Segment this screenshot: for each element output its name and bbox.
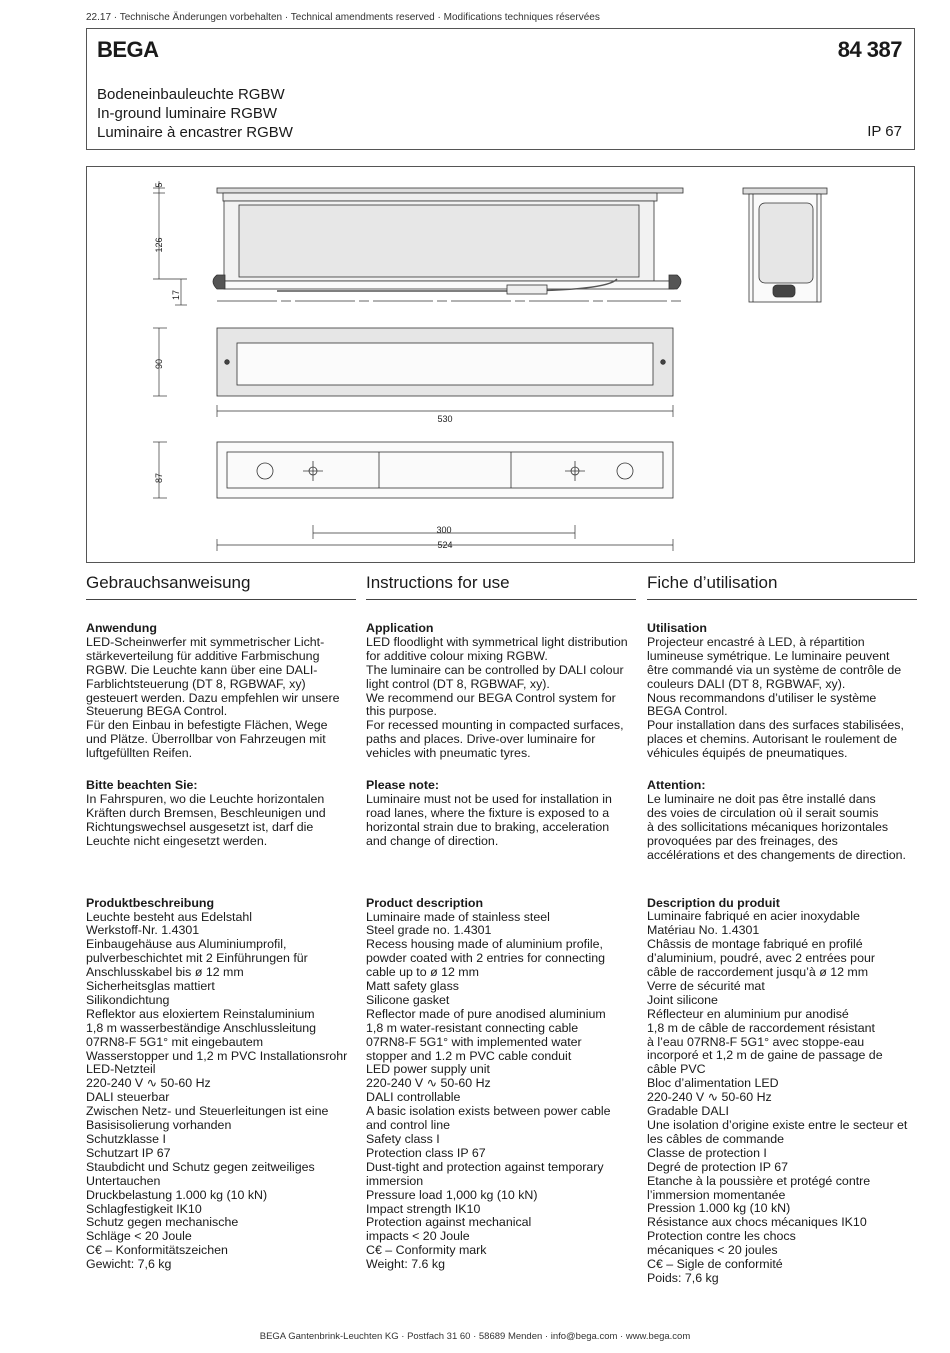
text-line: 220-240 V ∿ 50-60 Hz — [647, 1090, 772, 1105]
text-line: provoquées par des freinages, des — [647, 833, 838, 848]
text-line: LED floodlight with symmetrical light distribution — [366, 634, 628, 649]
text-line: LED-Netzteil — [86, 1062, 156, 1077]
text-line: Kräften durch Bremsen, Beschleunigen und — [86, 805, 326, 820]
text-line: immersion — [366, 1173, 424, 1188]
dim-300: 300 — [436, 525, 452, 535]
text-line: RGBW. Die Leuchte kann über eine DALI- — [86, 662, 318, 677]
dim-5: 5 — [154, 182, 164, 188]
section-product-description — [86, 897, 356, 1272]
text-line: LED power supply unit — [366, 1062, 490, 1077]
article-number: 84 387 — [837, 37, 902, 62]
text-line: 07RN8-F 5G1° mit eingebautem — [86, 1034, 264, 1049]
text-line: Châssis de montage fabriqué en profilé — [647, 937, 863, 952]
text-line: Silikondichtung — [86, 992, 170, 1007]
text-line: Pressure load 1,000 kg (10 kN) — [366, 1187, 538, 1202]
text-line: We recommend our BEGA Control system for — [366, 690, 616, 705]
text-line: Werkstoff-Nr. 1.4301 — [86, 923, 200, 938]
text-line: places et chemins. Autorisant le roulement de — [647, 732, 898, 747]
text-line: DALI steuerbar — [86, 1090, 170, 1105]
text-line: Silicone gasket — [366, 992, 450, 1007]
column-de — [86, 572, 356, 1272]
product-name-en: In-ground luminaire RGBW — [97, 105, 278, 122]
text-line: Safety class I — [366, 1132, 440, 1146]
text-line: Einbaugehäuse aus Aluminiumprofil, — [86, 937, 287, 952]
text-line: Degré de protection IP 67 — [647, 1159, 788, 1174]
text-line: 1,8 m de câble de raccordement résistant — [647, 1020, 875, 1035]
text-line: BEGA Control. — [647, 704, 728, 719]
text-line: DALI controllable — [366, 1090, 461, 1105]
text-line: Steuerung BEGA Control. — [86, 704, 228, 719]
text-line: Leuchte besteht aus Edelstahl — [86, 909, 253, 924]
text-line: Une isolation d’origine existe entre le secteur et — [647, 1118, 908, 1132]
text-line: Basisisolierung vorhanden — [86, 1118, 232, 1133]
text-line: paths and places. Drive-over luminaire for — [366, 732, 596, 747]
text-line: Protection against mechanical — [366, 1215, 532, 1230]
text-line: Schläge < 20 Joule — [86, 1229, 192, 1244]
footer-address: BEGA Gantenbrink-Leuchten KG · Postfach 31 60 · 58689 Menden · info@bega.com · www.bega.com — [259, 1331, 691, 1342]
side-view — [213, 188, 683, 301]
text-line: Protection contre les chocs — [647, 1229, 796, 1244]
text-line: Classe de protection I — [647, 1145, 767, 1160]
section-note — [86, 779, 356, 849]
text-line: câble PVC — [647, 1062, 706, 1077]
text-line: Reflektor aus eloxiertem Reinstaluminium — [86, 1006, 315, 1021]
text-line: des voies de circulation où il serait soumis — [647, 805, 879, 820]
text-line: Bloc d’alimentation LED — [647, 1076, 779, 1091]
text-line: Gewicht: 7,6 kg — [86, 1257, 172, 1272]
text-line: Schutzart IP 67 — [86, 1145, 171, 1160]
section-title: Bitte beachten Sie: — [86, 778, 198, 793]
text-line: accélérations et des changements de direction. — [647, 847, 906, 862]
section-application — [366, 622, 636, 761]
text-line: Zwischen Netz- und Steuerleitungen ist eine — [86, 1104, 329, 1119]
text-line: Staubdicht und Schutz gegen zeitweiliges — [86, 1159, 315, 1174]
text-line: Luminaire made of stainless steel — [366, 909, 550, 924]
amendments-note: 22.17 · Technische Änderungen vorbehalten · Technical amendments reserved · Modifications techniques réservées — [86, 12, 600, 23]
text-line: Résistance aux chocs mécaniques IK10 — [647, 1215, 867, 1230]
text-line: Schlagfestigkeit IK10 — [86, 1201, 202, 1216]
text-line: C€ – Conformity mark — [366, 1243, 487, 1258]
text-line: for additive colour mixing RGBW. — [366, 648, 548, 663]
text-line: Pression 1.000 kg (10 kN) — [647, 1201, 791, 1216]
text-line: stärkeverteilung für additive Farbmischung — [86, 648, 320, 663]
text-line: Druckbelastung 1.000 kg (10 kN) — [86, 1187, 268, 1202]
text-line: Schutzklasse I — [86, 1132, 166, 1146]
dim-126: 126 — [154, 237, 164, 253]
text-line: Projecteur encastré à LED, à répartition — [647, 634, 865, 649]
text-line: mécaniques < 20 joules — [647, 1243, 778, 1258]
text-line: und Plätze. Überrollbar von Fahrzeugen mit — [86, 732, 326, 747]
text-line: 220-240 V ∿ 50-60 Hz — [366, 1076, 491, 1091]
header-box — [86, 28, 915, 150]
section-title: Attention: — [647, 778, 706, 793]
section-title: Produktbeschreibung — [86, 895, 215, 910]
text-line: Impact strength IK10 — [366, 1201, 481, 1216]
end-view — [743, 188, 827, 302]
text-line: être commandé via un système de contrôle de — [647, 662, 902, 677]
text-line: Matériau No. 1.4301 — [647, 923, 760, 938]
text-line: The luminaire can be controlled by DALI colour — [366, 662, 624, 677]
text-line: and control line — [366, 1118, 451, 1133]
bottom-view — [217, 442, 673, 498]
text-line: Etanche à la poussière et protégé contre — [647, 1173, 871, 1188]
dim-87: 87 — [154, 472, 164, 484]
section-title: Application — [366, 621, 434, 635]
text-line: Recess housing made of aluminium profile, — [366, 937, 603, 952]
text-line: Richtungswechsel ausgesetzt ist, darf die — [86, 819, 314, 834]
text-line: powder coated with 2 entries for connecting — [366, 951, 606, 966]
text-line: Protection class IP 67 — [366, 1145, 486, 1160]
text-line: LED-Scheinwerfer mit symmetrischer Licht- — [86, 634, 325, 649]
section-note — [366, 779, 636, 849]
section-application — [647, 622, 917, 761]
product-names — [97, 85, 293, 142]
text-line: Reflector made of pure anodised aluminium — [366, 1006, 606, 1021]
text-line: les câbles de commande — [647, 1131, 785, 1146]
text-line: 1,8 m wasserbeständige Anschlussleitung — [86, 1020, 317, 1035]
text-line: Für den Einbau in befestigte Flächen, Wege — [86, 718, 328, 733]
section-product-description — [366, 897, 636, 1272]
dim-17: 17 — [171, 289, 181, 301]
text-line: 1,8 m water-resistant connecting cable — [366, 1020, 579, 1035]
column-heading: Gebrauchsanweisung — [86, 572, 356, 600]
section-title: Please note: — [366, 778, 439, 793]
text-line: Sicherheitsglas mattiert — [86, 979, 215, 994]
text-line: à l’eau 07RN8-F 5G1° avec stoppe-eau — [647, 1034, 865, 1049]
text-line: For recessed mounting in compacted surfaces, — [366, 718, 624, 733]
section-title: Utilisation — [647, 621, 707, 635]
text-line: Verre de sécurité mat — [647, 978, 765, 993]
technical-drawing — [86, 166, 915, 563]
text-line: horizontal strain due to braking, acceleration — [366, 819, 610, 834]
product-name-de: Bodeneinbauleuchte RGBW — [97, 86, 285, 103]
text-line: pulverbeschichtet mit 2 Einführungen für — [86, 951, 308, 966]
column-heading: Fiche d’utilisation — [647, 572, 917, 600]
section-title: Product description — [366, 895, 484, 910]
text-line: Le luminaire ne doit pas être installé dans — [647, 791, 876, 806]
section-title: Description du produit — [647, 895, 780, 910]
section-application — [86, 622, 356, 761]
text-line: Anschlusskabel bis ø 12 mm — [86, 965, 244, 980]
text-line: impacts < 20 Joule — [366, 1229, 470, 1244]
text-line: Pour installation dans des surfaces stabilisées, — [647, 718, 904, 733]
text-line: l’immersion momentanée — [647, 1187, 786, 1202]
text-line: Schutz gegen mechanische — [86, 1215, 239, 1230]
text-line: 220-240 V ∿ 50-60 Hz — [86, 1076, 211, 1091]
text-line: and change of direction. — [366, 833, 499, 848]
text-line: Poids: 7,6 kg — [647, 1270, 719, 1285]
text-line: A basic isolation exists between power cable — [366, 1104, 611, 1119]
brand-name: BEGA — [97, 37, 159, 62]
dim-530: 530 — [437, 414, 453, 424]
text-line: this purpose. — [366, 704, 437, 719]
column-heading: Instructions for use — [366, 572, 636, 600]
ip-rating: IP 67 — [867, 123, 902, 140]
product-name-fr: Luminaire à encastrer RGBW — [97, 124, 293, 141]
text-line: câble de raccordement jusqu’à ø 12 mm — [647, 965, 869, 980]
text-line: 07RN8-F 5G1° with implemented water — [366, 1034, 582, 1049]
column-en — [366, 572, 636, 1272]
text-line: véhicules équipés de pneumatiques. — [647, 746, 848, 761]
text-line: Dust-tight and protection against temporary — [366, 1159, 604, 1174]
text-line: Untertauchen — [86, 1173, 161, 1188]
text-line: road lanes, where the fixture is exposed to a — [366, 805, 610, 820]
top-view — [217, 328, 673, 396]
text-line: Nous recommandons d’utiliser le système — [647, 690, 877, 705]
text-line: Luminaire must not be used for installation in — [366, 791, 612, 806]
section-product-description — [647, 897, 917, 1286]
text-line: à des sollicitations mécaniques horizontales — [647, 819, 889, 834]
text-line: lumineuse symétrique. Le luminaire peuvent — [647, 648, 890, 663]
dim-90: 90 — [154, 358, 164, 370]
text-line: couleurs DALI (DT 8, RGBWAF, xy). — [647, 676, 846, 691]
text-line: d’aluminium, poudré, avec 2 entrées pour — [647, 951, 875, 966]
text-line: cable up to ø 12 mm — [366, 965, 479, 980]
text-line: In Fahrspuren, wo die Leuchte horizontalen — [86, 791, 325, 806]
text-line: Matt safety glass — [366, 979, 459, 994]
text-line: Farblichtsteuerung (DT 8, RGBWAF, xy) — [86, 676, 306, 691]
text-line: Leuchte nicht eingesetzt werden. — [86, 833, 268, 848]
text-line: Joint silicone — [647, 992, 718, 1007]
text-line: incorporé et 1,2 m de gaine de passage de — [647, 1048, 883, 1063]
text-line: stopper and 1.2 m PVC cable conduit — [366, 1048, 572, 1063]
dim-524: 524 — [437, 540, 453, 550]
section-note — [647, 779, 917, 862]
text-line: Luminaire fabriqué en acier inoxydable — [647, 909, 860, 924]
text-line: light control (DT 8, RGBWAF, xy). — [366, 676, 550, 691]
text-line: Wasserstopper und 1,2 m PVC Installationsrohr — [86, 1048, 348, 1063]
text-line: C€ – Sigle de conformité — [647, 1257, 783, 1272]
text-line: Gradable DALI — [647, 1104, 729, 1119]
text-line: luftgefüllten Reifen. — [86, 746, 193, 761]
column-fr — [647, 572, 917, 1286]
text-line: vehicles with pneumatic tyres. — [366, 746, 531, 761]
text-line: C€ – Konformitätszeichen — [86, 1243, 228, 1258]
text-line: Réflecteur en aluminium pur anodisé — [647, 1006, 849, 1021]
text-line: gesteuert werden. Dazu empfehlen wir unsere — [86, 690, 340, 705]
text-line: Weight: 7.6 kg — [366, 1257, 445, 1272]
section-title: Anwendung — [86, 621, 157, 635]
text-line: Steel grade no. 1.4301 — [366, 923, 492, 938]
